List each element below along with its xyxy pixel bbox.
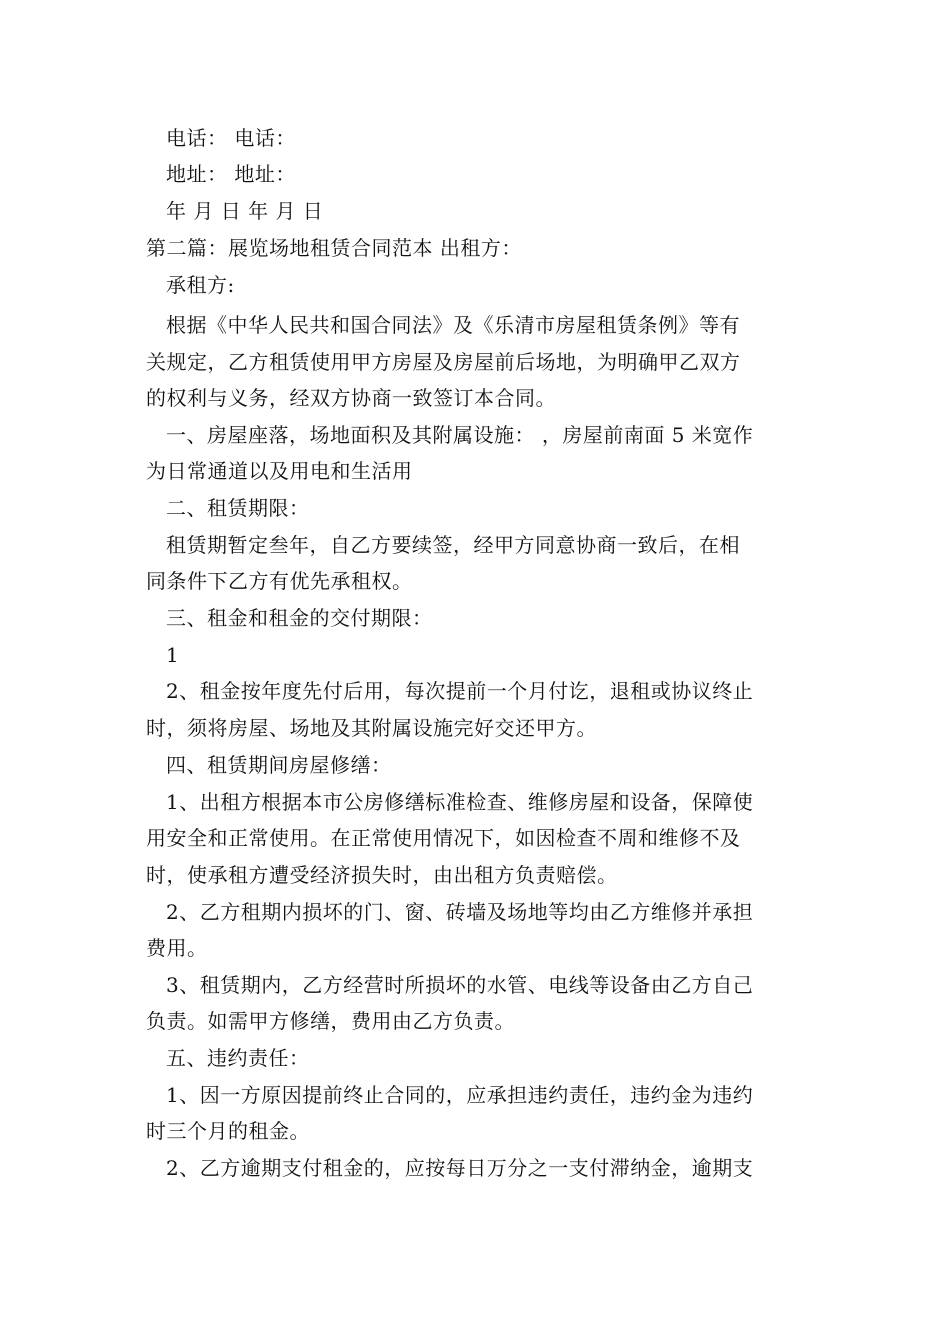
text-line: 同条件下乙方有优先承租权。 — [146, 569, 413, 593]
text-line: 电话： 电话： — [166, 126, 296, 150]
text-line: 1 — [166, 643, 180, 667]
text-line: 根据《中华人民共和国合同法》及《乐清市房屋租赁条例》等有 — [166, 313, 740, 337]
text-line: 二、租赁期限： — [166, 496, 310, 520]
text-line: 一、房屋座落，场地面积及其附属设施： ，房屋前南面 5 米宽作 — [166, 423, 754, 447]
text-line: 2、租金按年度先付后用，每次提前一个月付讫，退租或协议终止 — [166, 679, 754, 703]
text-line: 1、因一方原因提前终止合同的，应承担违约责任，违约金为违约 — [166, 1083, 754, 1107]
text-line: 的权利与义务，经双方协商一致签订本合同。 — [146, 386, 556, 410]
text-line: 1、出租方根据本市公房修缮标准检查、维修房屋和设备，保障使 — [166, 790, 754, 814]
text-line: 时，使承租方遭受经济损失时，由出租方负责赔偿。 — [146, 863, 618, 887]
text-line: 四、租赁期间房屋修缮： — [166, 753, 392, 777]
section-heading: 第二篇：展览场地租赁合同范本 出租方： — [146, 236, 522, 260]
text-line: 负责。如需甲方修缮，费用由乙方负责。 — [146, 1009, 515, 1033]
text-line: 地址： 地址： — [166, 162, 296, 186]
text-line: 费用。 — [146, 936, 208, 960]
text-line: 用安全和正常使用。在正常使用情况下，如因检查不周和维修不及 — [146, 826, 741, 850]
text-line: 2、乙方逾期支付租金的，应按每日万分之一支付滞纳金，逾期支 — [166, 1156, 754, 1180]
text-line: 时三个月的租金。 — [146, 1119, 310, 1143]
text-line: 承租方: — [166, 273, 235, 297]
text-line: 3、租赁期内，乙方经营时所损坏的水管、电线等设备由乙方自己 — [166, 973, 754, 997]
text-line: 2、乙方租期内损坏的门、窗、砖墙及场地等均由乙方维修并承担 — [166, 900, 754, 924]
text-line: 五、违约责任： — [166, 1046, 310, 1070]
text-line: 年 月 日 年 月 日 — [166, 199, 324, 223]
text-line: 租赁期暂定叁年，自乙方要续签，经甲方同意协商一致后，在相 — [166, 533, 740, 557]
text-line: 关规定，乙方租赁使用甲方房屋及房屋前后场地，为明确甲乙双方 — [146, 350, 741, 374]
text-line: 三、租金和租金的交付期限： — [166, 606, 433, 630]
text-line: 时，须将房屋、场地及其附属设施完好交还甲方。 — [146, 716, 597, 740]
text-line: 为日常通道以及用电和生活用 — [146, 459, 413, 483]
